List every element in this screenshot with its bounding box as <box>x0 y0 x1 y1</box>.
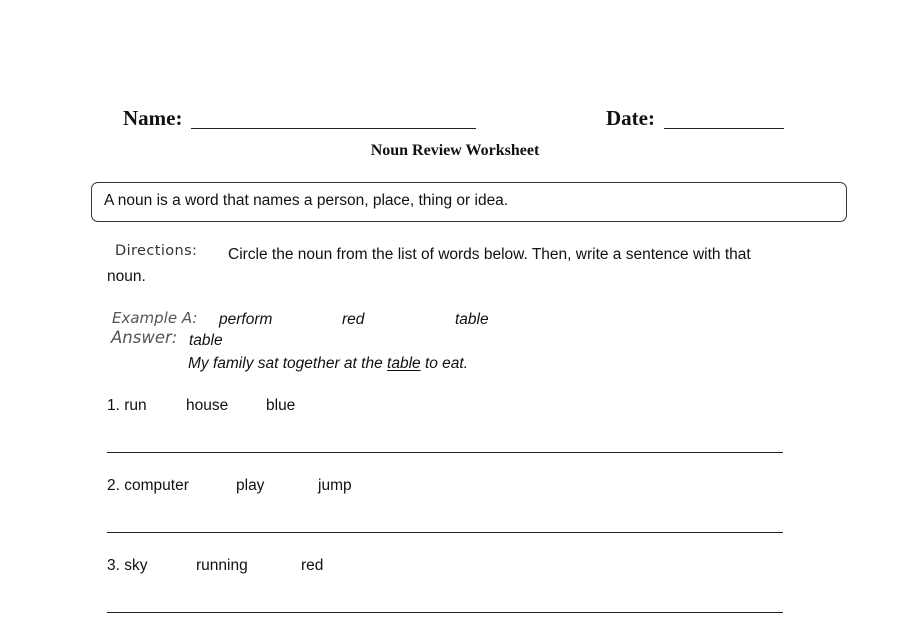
answer-line[interactable] <box>107 612 783 613</box>
example-word: perform <box>219 311 273 328</box>
question-number: 1. <box>107 397 120 414</box>
example-answer: table <box>189 332 223 349</box>
directions-text-line1: Circle the noun from the list of words below. Then, write a sentence with that <box>228 246 751 263</box>
question-word[interactable]: red <box>301 557 324 574</box>
directions-label: Directions: <box>115 243 198 259</box>
question-word[interactable]: blue <box>266 397 296 414</box>
question-word[interactable]: computer <box>124 477 189 494</box>
question-word[interactable]: running <box>196 557 248 574</box>
name-field[interactable] <box>191 128 476 129</box>
example-sentence-noun: table <box>387 355 421 372</box>
question-3-label <box>107 557 148 575</box>
name-label: Name: <box>123 106 183 130</box>
example-label: Example A: <box>112 309 198 327</box>
question-number: 2. <box>107 477 120 494</box>
example-sentence-before: My family sat together at the <box>188 355 383 372</box>
definition-box <box>91 182 847 222</box>
example-word: red <box>342 311 365 328</box>
answer-label: Answer: <box>111 328 178 347</box>
example-sentence-after: to eat. <box>424 355 469 372</box>
worksheet-title: Noun Review Worksheet <box>370 142 540 159</box>
date-field[interactable] <box>664 128 784 129</box>
question-2-label <box>107 477 189 495</box>
question-word[interactable]: run <box>124 397 147 414</box>
question-word[interactable]: sky <box>124 557 148 574</box>
example-word: table <box>455 311 489 328</box>
question-1-label <box>107 397 147 415</box>
example-sentence <box>188 355 468 373</box>
date-label: Date: <box>606 106 655 130</box>
question-number: 3. <box>107 557 120 574</box>
definition-text: A noun is a word that names a person, place, thing or idea. <box>104 192 509 209</box>
answer-line[interactable] <box>107 452 783 453</box>
question-word[interactable]: jump <box>318 477 352 494</box>
directions-text-line2: noun. <box>107 268 146 285</box>
answer-line[interactable] <box>107 532 783 533</box>
question-word[interactable]: play <box>236 477 265 494</box>
question-word[interactable]: house <box>186 397 229 414</box>
